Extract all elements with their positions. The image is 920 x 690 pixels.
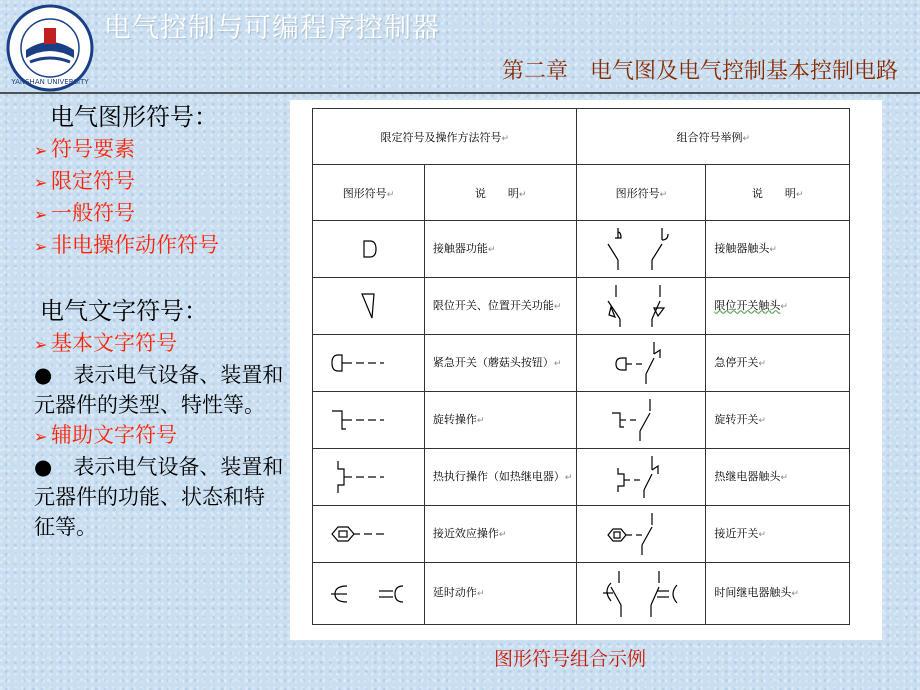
thermal-actuator-icon [328, 457, 408, 497]
symbol-cell [313, 221, 425, 278]
emergency-mushroom-icon [328, 348, 408, 378]
table-row [313, 563, 850, 625]
description-cell: 接触器触头↵ [706, 221, 850, 278]
rotary-operation-icon [328, 405, 408, 435]
arrow-bullet-icon: ➢ [34, 335, 48, 354]
symbol-cell [313, 506, 425, 563]
contactor-function-icon [348, 234, 388, 264]
limit-switch-function-icon [348, 289, 388, 323]
group-header-qualifying: 限定符号及操作方法符号↵ [313, 109, 577, 165]
group-header-combination: 组合符号举例↵ [577, 109, 850, 165]
list-item: ➢ 非电操作动作符号 [24, 230, 284, 262]
list-item: ➢ 基本文字符号 [24, 328, 284, 360]
arrow-bullet-icon: ➢ [34, 141, 48, 160]
col-header: 图形符号↵ [313, 165, 425, 221]
col-header: 说 明↵ [706, 165, 850, 221]
arrow-bullet-icon: ➢ [34, 173, 48, 192]
header-divider [0, 92, 920, 94]
symbol-cell [313, 278, 425, 335]
time-relay-contact-icon [591, 567, 691, 621]
symbol-cell [577, 449, 706, 506]
arrow-bullet-icon: ➢ [34, 427, 48, 446]
symbol-cell [577, 506, 706, 563]
aux-symbol-description: ● 表示电气设备、装置和元器件的功能、状态和特征等。 [34, 455, 284, 539]
table-row [313, 449, 850, 506]
proximity-switch-icon [596, 509, 686, 559]
description-cell: 紧急开关（蘑菇头按钮）↵ [424, 335, 577, 392]
table-row [313, 278, 850, 335]
table-row [313, 392, 850, 449]
description-cell: 急停开关↵ [706, 335, 850, 392]
symbol-table [312, 108, 850, 625]
symbol-table-panel [290, 100, 882, 640]
emergency-stop-switch-icon [596, 338, 686, 388]
symbol-cell [313, 392, 425, 449]
thermal-relay-contact-icon [596, 452, 686, 502]
table-row [313, 335, 850, 392]
col-header: 说 明↵ [424, 165, 577, 221]
university-logo [6, 4, 94, 92]
description-cell: 热执行操作（如热继电器）↵ [424, 449, 577, 506]
figure-caption: 图形符号组合示例 [494, 648, 647, 670]
description-cell: 接触器功能↵ [424, 221, 577, 278]
text-symbols-heading: 电气文字符号： [40, 297, 208, 325]
description-cell: 限位开关触头↵ [706, 278, 850, 335]
list-item: ➢ 限定符号 [24, 166, 284, 198]
chapter-title: 第二章 电气图及电气控制基本控制电路 [501, 59, 898, 84]
symbol-cell [577, 221, 706, 278]
svg-text:YANSHAN UNIVERSITY: YANSHAN UNIVERSITY [11, 78, 89, 86]
left-text-panel [24, 100, 284, 542]
basic-symbol-description: ● 表示电气设备、装置和元器件的类型、特性等。 [34, 363, 284, 417]
list-item: ➢ 符号要素 [24, 134, 284, 166]
description-cell: 时间继电器触头↵ [706, 563, 850, 625]
course-title: 电气控制与可编程序控制器 [104, 13, 440, 44]
description-cell: 旋转开关↵ [706, 392, 850, 449]
proximity-effect-icon [328, 519, 408, 549]
description-cell: 热继电器触头↵ [706, 449, 850, 506]
description-cell: 限位开关、位置开关功能↵ [424, 278, 577, 335]
arrow-bullet-icon: ➢ [34, 205, 48, 224]
symbol-cell [577, 335, 706, 392]
arrow-bullet-icon: ➢ [34, 237, 48, 256]
symbol-cell [577, 563, 706, 625]
symbol-cell [313, 449, 425, 506]
description-cell: 旋转操作↵ [424, 392, 577, 449]
symbol-cell [577, 392, 706, 449]
symbol-cell [313, 335, 425, 392]
symbol-cell [313, 563, 425, 625]
description-cell: 延时动作↵ [424, 563, 577, 625]
list-item: ➢ 一般符号 [24, 198, 284, 230]
rotary-switch-icon [596, 395, 686, 445]
col-header: 图形符号↵ [577, 165, 706, 221]
graphic-symbols-heading: 电气图形符号： [50, 103, 218, 131]
time-delay-icon [323, 579, 413, 609]
list-item: ➢ 辅助文字符号 [24, 420, 284, 452]
description-cell: 接近效应操作↵ [424, 506, 577, 563]
description-cell: 接近开关↵ [706, 506, 850, 563]
limit-switch-contact-icon [596, 281, 686, 331]
contactor-contact-icon [596, 224, 686, 274]
symbol-cell [577, 278, 706, 335]
table-row [313, 506, 850, 563]
table-row [313, 221, 850, 278]
